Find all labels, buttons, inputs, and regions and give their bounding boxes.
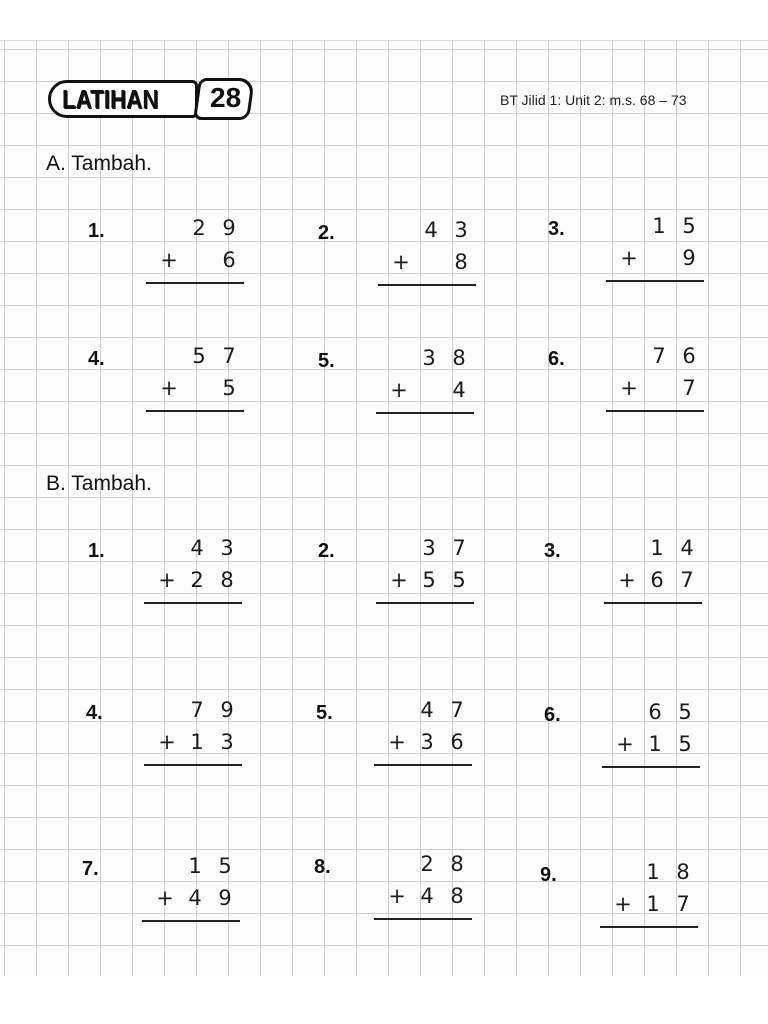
problem-number: 5. <box>318 350 335 372</box>
digit <box>414 378 444 408</box>
digit: 1 <box>652 214 666 238</box>
plus-sign: + <box>388 884 406 908</box>
digit: 9 <box>218 886 232 910</box>
digit: 8 <box>220 568 234 592</box>
problem-number: 9. <box>540 864 557 886</box>
addition-problem <box>88 344 318 428</box>
answer-line <box>376 412 474 414</box>
digit: 8 <box>452 346 466 370</box>
bottom-addend <box>602 892 698 922</box>
top-addend <box>378 536 474 566</box>
problem-number: 4. <box>86 702 103 724</box>
bottom-addend <box>606 568 702 598</box>
answer-line <box>374 918 472 920</box>
digit <box>644 376 674 406</box>
bottom-addend <box>608 246 704 276</box>
bottom-addend <box>146 730 242 760</box>
answer-line <box>600 926 698 928</box>
digit: 7 <box>682 376 696 400</box>
answer-line <box>146 410 244 412</box>
plus-sign: + <box>620 376 638 400</box>
top-addend <box>606 536 702 566</box>
digit: 2 <box>190 568 204 592</box>
problem-number: 2. <box>318 222 335 244</box>
addition-problem <box>544 700 768 784</box>
exercise-number: 28 <box>210 82 242 113</box>
digit: 7 <box>680 568 694 592</box>
digit: 7 <box>676 892 690 916</box>
digit: 8 <box>454 250 468 274</box>
addition-problem <box>318 536 548 620</box>
top-addend <box>608 344 704 374</box>
digit: 5 <box>682 214 696 238</box>
plus-sign: + <box>614 892 632 916</box>
problem-number: 1. <box>88 220 105 242</box>
digit: 5 <box>218 854 232 878</box>
digit: 6 <box>650 568 664 592</box>
digit: 3 <box>220 536 234 560</box>
top-addend <box>380 218 476 248</box>
digit <box>184 376 214 406</box>
problem-number: 6. <box>544 704 561 726</box>
addition-problem <box>88 536 318 620</box>
digit: 4 <box>680 536 694 560</box>
digit: 7 <box>452 536 466 560</box>
textbook-reference: BT Jilid 1: Unit 2: m.s. 68 – 73 <box>500 92 687 108</box>
digit: 5 <box>678 700 692 724</box>
top-addend <box>376 852 472 882</box>
digit: 4 <box>190 536 204 560</box>
digit <box>184 248 214 278</box>
digit: 3 <box>420 730 434 754</box>
page-margin <box>0 976 768 1024</box>
digit: 6 <box>682 344 696 368</box>
problem-number: 4. <box>88 348 105 370</box>
top-addend <box>148 216 244 246</box>
digit: 4 <box>424 218 438 242</box>
digit: 1 <box>646 892 660 916</box>
digit: 5 <box>192 344 206 368</box>
plus-sign: + <box>616 732 634 756</box>
answer-line <box>144 602 242 604</box>
digit: 3 <box>220 730 234 754</box>
digit: 4 <box>420 698 434 722</box>
top-addend <box>146 536 242 566</box>
answer-line <box>142 920 240 922</box>
plus-sign: + <box>160 248 178 272</box>
addition-problem <box>548 214 768 298</box>
digit: 1 <box>188 854 202 878</box>
addition-problem <box>316 698 546 782</box>
digit: 1 <box>648 732 662 756</box>
digit: 8 <box>450 852 464 876</box>
top-addend <box>376 698 472 728</box>
plus-sign: + <box>618 568 636 592</box>
problem-number: 1. <box>88 540 105 562</box>
digit <box>644 246 674 276</box>
top-addend <box>604 700 700 730</box>
digit: 9 <box>220 698 234 722</box>
problem-number: 7. <box>82 858 99 880</box>
digit: 6 <box>450 730 464 754</box>
digit: 7 <box>190 698 204 722</box>
bottom-addend <box>148 248 244 278</box>
top-addend <box>602 860 698 890</box>
top-addend <box>148 344 244 374</box>
digit: 5 <box>452 568 466 592</box>
plus-sign: + <box>390 378 408 402</box>
digit: 1 <box>190 730 204 754</box>
addition-problem <box>318 346 548 430</box>
problem-number: 2. <box>318 540 335 562</box>
problem-number: 3. <box>544 540 561 562</box>
bottom-addend <box>378 568 474 598</box>
bottom-addend <box>144 886 240 916</box>
top-addend <box>144 854 240 884</box>
bottom-addend <box>376 884 472 914</box>
answer-line <box>144 764 242 766</box>
exercise-title: LATIHAN <box>62 84 159 114</box>
plus-sign: + <box>158 568 176 592</box>
top-addend <box>608 214 704 244</box>
digit: 7 <box>450 698 464 722</box>
answer-line <box>604 602 702 604</box>
digit: 5 <box>678 732 692 756</box>
answer-line <box>606 280 704 282</box>
exercise-badge <box>48 80 256 122</box>
top-addend <box>146 698 242 728</box>
plus-sign: + <box>388 730 406 754</box>
digit: 6 <box>222 248 236 272</box>
plus-sign: + <box>156 886 174 910</box>
addition-problem <box>82 854 312 938</box>
digit: 3 <box>422 536 436 560</box>
digit: 3 <box>422 346 436 370</box>
problem-number: 3. <box>548 218 565 240</box>
bottom-addend <box>146 568 242 598</box>
digit: 3 <box>454 218 468 242</box>
plus-sign: + <box>160 376 178 400</box>
digit: 4 <box>452 378 466 402</box>
bottom-addend <box>378 378 474 408</box>
digit: 7 <box>222 344 236 368</box>
digit: 5 <box>422 568 436 592</box>
digit: 8 <box>676 860 690 884</box>
bottom-addend <box>148 376 244 406</box>
problem-number: 8. <box>314 856 331 878</box>
answer-line <box>602 766 700 768</box>
digit: 4 <box>188 886 202 910</box>
addition-problem <box>86 698 316 782</box>
digit: 2 <box>420 852 434 876</box>
problem-number: 5. <box>316 702 333 724</box>
digit: 7 <box>652 344 666 368</box>
plus-sign: + <box>392 250 410 274</box>
digit: 9 <box>222 216 236 240</box>
addition-problem <box>318 218 548 302</box>
digit: 5 <box>222 376 236 400</box>
digit <box>416 250 446 280</box>
digit: 6 <box>648 700 662 724</box>
digit: 8 <box>450 884 464 908</box>
plus-sign: + <box>620 246 638 270</box>
addition-problem <box>314 852 544 936</box>
addition-problem <box>540 860 768 944</box>
section-b-title: B. Tambah. <box>46 472 152 495</box>
digit: 1 <box>646 860 660 884</box>
plus-sign: + <box>158 730 176 754</box>
grid-paper <box>0 40 768 978</box>
digit: 1 <box>650 536 664 560</box>
addition-problem <box>548 344 768 428</box>
problem-number: 6. <box>548 348 565 370</box>
bottom-addend <box>380 250 476 280</box>
answer-line <box>606 410 704 412</box>
section-a-title: A. Tambah. <box>46 152 152 175</box>
plus-sign: + <box>390 568 408 592</box>
answer-line <box>374 764 472 766</box>
answer-line <box>146 282 244 284</box>
answer-line <box>376 602 474 604</box>
digit: 4 <box>420 884 434 908</box>
digit: 2 <box>192 216 206 240</box>
bottom-addend <box>604 732 700 762</box>
digit: 9 <box>682 246 696 270</box>
bottom-addend <box>608 376 704 406</box>
top-addend <box>378 346 474 376</box>
addition-problem <box>544 536 768 620</box>
bottom-addend <box>376 730 472 760</box>
addition-problem <box>88 216 318 300</box>
answer-line <box>378 284 476 286</box>
